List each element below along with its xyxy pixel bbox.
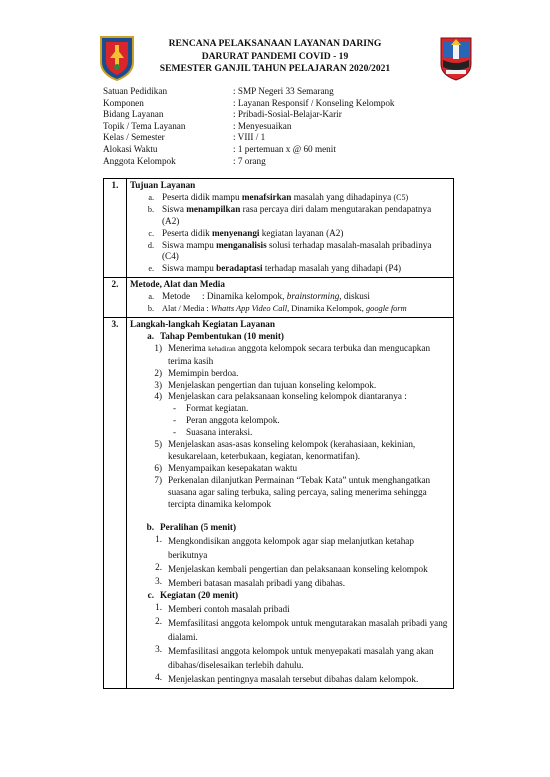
step-marker: 4.: [155, 672, 162, 683]
step-marker: 2): [154, 367, 162, 378]
section-cell: [127, 278, 454, 318]
method-value-post: diskusi: [341, 291, 370, 302]
step-text: Memberi contoh masalah pribadi: [168, 604, 290, 615]
info-value: : Layanan Responsif / Konseling Kelompok: [233, 97, 395, 108]
info-label: Anggota Kelompok: [103, 155, 176, 166]
step-item: [130, 534, 450, 562]
step-text-post: anggota kelompok secara terbuka dan mengucapkan terima kasih: [168, 342, 431, 366]
step-marker: 3.: [155, 644, 162, 655]
section-title: Langkah-langkah Kegiatan Layanan: [130, 318, 276, 329]
info-value: : Pribadi-Sosial-Belajar-Karir: [233, 109, 342, 120]
item-marker: b.: [147, 304, 154, 314]
step-marker: 1.: [155, 602, 162, 613]
info-label: Komponen: [103, 97, 144, 108]
step-item: [130, 562, 450, 576]
stage-heading: [130, 331, 450, 343]
stage-title: Kegiatan (20 menit): [160, 590, 239, 601]
dash-item: [130, 415, 450, 427]
section-cell: [127, 317, 454, 688]
item-text-post: masalah yang dihadapinya: [291, 191, 394, 202]
step-text: Memfasilitasi anggota kelompok untuk mengutarakan masalah pribadi yang dialami.: [168, 618, 448, 643]
info-row: [103, 86, 395, 98]
step-text: Memberi batasan masalah pribadi yang dibahas.: [168, 578, 346, 589]
media-label: Alat / Media :: [162, 304, 211, 314]
dash-marker: -: [172, 427, 176, 438]
step-item: [130, 343, 450, 368]
method-item: [130, 291, 450, 303]
info-value: : 7 orang: [233, 155, 266, 166]
stage-title: Tahap Pembentukan (10 menit): [160, 330, 284, 341]
info-value: : 1 pertemuan x @ 60 menit: [233, 143, 336, 154]
dash-item: [130, 427, 450, 439]
item-text-pre: Siswa mampu: [162, 239, 217, 250]
item-text: [162, 192, 450, 204]
step-text-pre: Menerima: [168, 342, 209, 353]
method-value-pre: : Dinamika kelompok,: [202, 291, 287, 302]
section-row: [104, 317, 454, 688]
step-marker: 5): [154, 439, 162, 450]
item-marker: a.: [148, 192, 154, 202]
step-marker: 2.: [155, 562, 162, 573]
media-item: [130, 303, 450, 315]
identity-info: [103, 86, 395, 167]
step-text: Menjelaskan cara pelaksanaan konseling kelompok diantaranya :: [168, 391, 407, 402]
document-title: [120, 38, 430, 76]
title-line-2: DARURAT PANDEMI COVID - 19: [201, 50, 349, 62]
method-label: Metode: [162, 291, 191, 302]
section-row: [104, 278, 454, 318]
section-number: 1.: [104, 179, 127, 278]
step-item: [130, 391, 450, 403]
item-keyword: menampilkan: [186, 203, 241, 214]
step-marker: 3): [154, 379, 162, 390]
item-marker: c.: [148, 228, 154, 238]
info-row: [103, 132, 395, 144]
item-level-tag: (C5): [393, 192, 409, 202]
stage-marker: c.: [147, 590, 154, 601]
method-value-em: brainstorming,: [286, 291, 342, 302]
item-text: [162, 263, 450, 275]
stage-heading: [130, 522, 450, 534]
info-row: [103, 144, 395, 156]
step-text: Mengkondisikan anggota kelompok agar siap melanjutkan ketahap berikutnya: [168, 536, 414, 561]
dash-marker: -: [172, 415, 176, 426]
step-text: [168, 343, 450, 368]
item-keyword: menafsirkan: [241, 191, 292, 202]
objective-item: [130, 204, 450, 228]
step-text: Perkenalan dilanjutkan Permainan “Tebak Kata” untuk menghangatkan suasana agar saling terbuka, saling percaya, saling menerima sehingga tercipta dinamika kelompok: [168, 474, 431, 509]
step-text: Menjelaskan pentingnya masalah tersebut dibahas dalam kelompok.: [168, 674, 419, 685]
info-label: Bidang Layanan: [103, 109, 164, 120]
section-title: Metode, Alat dan Media: [130, 279, 225, 290]
stage-marker: b.: [146, 522, 154, 533]
title-line-1: RENCANA PELAKSANAAN LAYANAN DARING: [168, 38, 382, 49]
step-text-small: kehadiran: [208, 344, 236, 353]
step-marker: 1): [154, 342, 162, 353]
item-marker: d.: [147, 240, 154, 250]
step-item: [130, 644, 450, 672]
step-marker: 4): [154, 391, 162, 402]
item-marker: a.: [148, 292, 154, 302]
item-text: [162, 228, 450, 240]
stage-heading: [130, 590, 450, 602]
dash-item: [130, 403, 450, 415]
item-keyword: menganalisis: [216, 239, 267, 250]
step-item: [130, 602, 450, 616]
info-row: [103, 98, 395, 110]
info-row: [103, 109, 395, 121]
step-item: [130, 439, 450, 463]
objective-item: [130, 192, 450, 204]
plan-table: [103, 178, 454, 689]
objective-item: [130, 263, 450, 275]
item-text-pre: Siswa: [162, 203, 187, 214]
step-text: Memimpin berdoa.: [168, 367, 239, 378]
dash-text: Suasana interaksi.: [186, 427, 253, 438]
step-text: Menjelaskan pengertian dan tujuan konseling kelompok.: [168, 379, 377, 390]
item-text: [162, 204, 450, 228]
semarang-city-crest-icon: [437, 34, 475, 82]
info-label: Satuan Pedidikan: [103, 86, 168, 96]
step-text: Menjelaskan asas-asas konseling kelompok (kerahasiaan, kekinian, kesukarelaan, keterbukaan, kegiatan, kenormatifan).: [168, 439, 416, 461]
step-marker: 1.: [155, 534, 162, 545]
item-text-post: kegiatan layanan (A2): [259, 227, 344, 238]
info-value: : Menyesuaikan: [233, 120, 292, 131]
objective-item: [130, 240, 450, 264]
info-value: : VIII / 1: [233, 132, 266, 143]
step-marker: 6): [154, 462, 162, 473]
item-marker: b.: [147, 204, 154, 214]
section-title: Tujuan Layanan: [130, 180, 196, 190]
step-marker: 3.: [155, 576, 162, 587]
step-item: [130, 672, 450, 686]
objective-item: [130, 228, 450, 240]
info-value: : SMP Negeri 33 Semarang: [233, 86, 334, 96]
item-text: [162, 303, 450, 315]
item-text: [162, 291, 450, 303]
item-text-pre: Peserta didik mampu: [162, 191, 242, 202]
item-keyword: beradaptasi: [216, 263, 263, 274]
step-marker: 2.: [155, 616, 162, 627]
section-cell: [127, 179, 454, 278]
step-item: [130, 576, 450, 590]
step-item: [130, 463, 450, 475]
item-text-post: rasa percaya diri dalam mengutarakan pendapatnya (A2): [162, 203, 432, 226]
item-keyword: menyenangi: [212, 227, 260, 238]
step-item: [130, 475, 450, 511]
step-marker: 7): [154, 474, 162, 485]
media-em-1: Whatts App Video Call: [210, 304, 288, 314]
stage-title: Peralihan (5 menit): [160, 522, 237, 533]
section-row: [104, 179, 454, 278]
media-mid: , Dinamika Kelompok,: [287, 304, 366, 314]
item-text-pre: Peserta didik: [162, 227, 213, 238]
info-row: [103, 156, 395, 168]
step-text: Menyampaikan kesepakatan waktu: [168, 462, 298, 473]
section-number: 3.: [104, 317, 127, 688]
info-label: Kelas / Semester: [103, 132, 165, 143]
info-row: [103, 121, 395, 133]
item-marker: e.: [148, 264, 154, 274]
dash-marker: -: [172, 403, 176, 414]
item-text-pre: Siswa mampu: [162, 263, 217, 274]
step-item: [130, 616, 450, 644]
item-text: [162, 240, 450, 264]
step-text: Memfasilitasi anggota kelompok untuk menyepakati masalah yang akan dibahas/diselesaikan terlebih dahulu.: [168, 646, 434, 671]
item-text-post: terhadap masalah yang dihadapi (P4): [262, 263, 402, 274]
stage-marker: a.: [147, 330, 154, 341]
step-item: [130, 380, 450, 392]
media-em-2: google form: [365, 304, 407, 314]
title-line-3: SEMESTER GANJIL TAHUN PELAJARAN 2020/2021: [159, 63, 391, 74]
step-text: Menjelaskan kembali pengertian dan pelaksanaan konseling kelompok: [168, 564, 428, 575]
item-text-post: solusi terhadap masalah-masalah pribadinya (C4): [162, 239, 432, 262]
info-label: Topik / Tema Layanan: [103, 120, 186, 131]
dash-text: Peran anggota kelompok.: [186, 415, 280, 426]
section-number: 2.: [104, 278, 127, 318]
step-item: [130, 368, 450, 380]
info-label: Alokasi Waktu: [103, 143, 158, 154]
dash-text: Format kegiatan.: [186, 403, 249, 414]
